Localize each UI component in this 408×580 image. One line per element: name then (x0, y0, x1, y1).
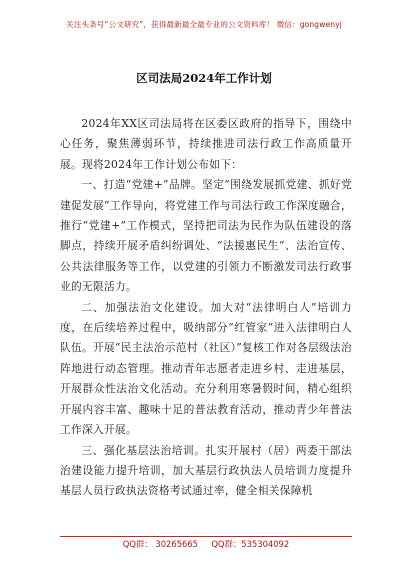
paragraph-intro: 2024年XX区司法局将在区委区政府的指导下，围绕中心任务，聚焦薄弱环节，持续推进司法行政工作高质量开展。现将2024年工作计划公布如下： (60, 117, 352, 171)
paragraph-section-3: 三、强化基层法治培训。扎实开展村（居）两委干部法治建设能力提升培训，加大基层行政执法人员培训力度提升基层人员行政执法资格考试通过率，健全相关保障机 (60, 443, 352, 498)
document-body (60, 114, 352, 502)
document-title: 区司法局2024年工作计划 (136, 71, 272, 85)
paragraph-section-2: 二、加强法治文化建设。加大对“法律明白人”培训力度，在后续培养过程中，吸纳部分“红管家”进入法律明白人队伍。开展“民主法治示范村（社区）”复核工作对各层级法治阵地进行动态管理。推动青年志愿者走进乡村、走进基层，开展群众性法治文化活动。充分利用寒暑假时间，精心组织开展内容丰富、趣味十足的普法教育活动，推动青少年普法工作深入开展。 (60, 300, 352, 437)
header-banner: 关注头条号“公文研究”，获得最新最全最专业的公文资料库！ 微信：gongwenyj (66, 20, 342, 29)
footer-contact: QQ群： 30265665 QQ群：535304092 (60, 536, 352, 550)
paragraph-section-1: 一、打造“党建+”品牌。坚定“围绕发展抓党建、抓好党建促发展”工作导向，将党建工作与司法行政工作深度融合，推行“党建+”工作模式，坚持把司法为民作为队伍建设的落脚点，持续开展矛盾纠纷调处、“法援惠民生”、法治宣传、公共法律服务等工作，以党建的引领力不断激发司法行政事业的无限活力。 (60, 178, 352, 294)
